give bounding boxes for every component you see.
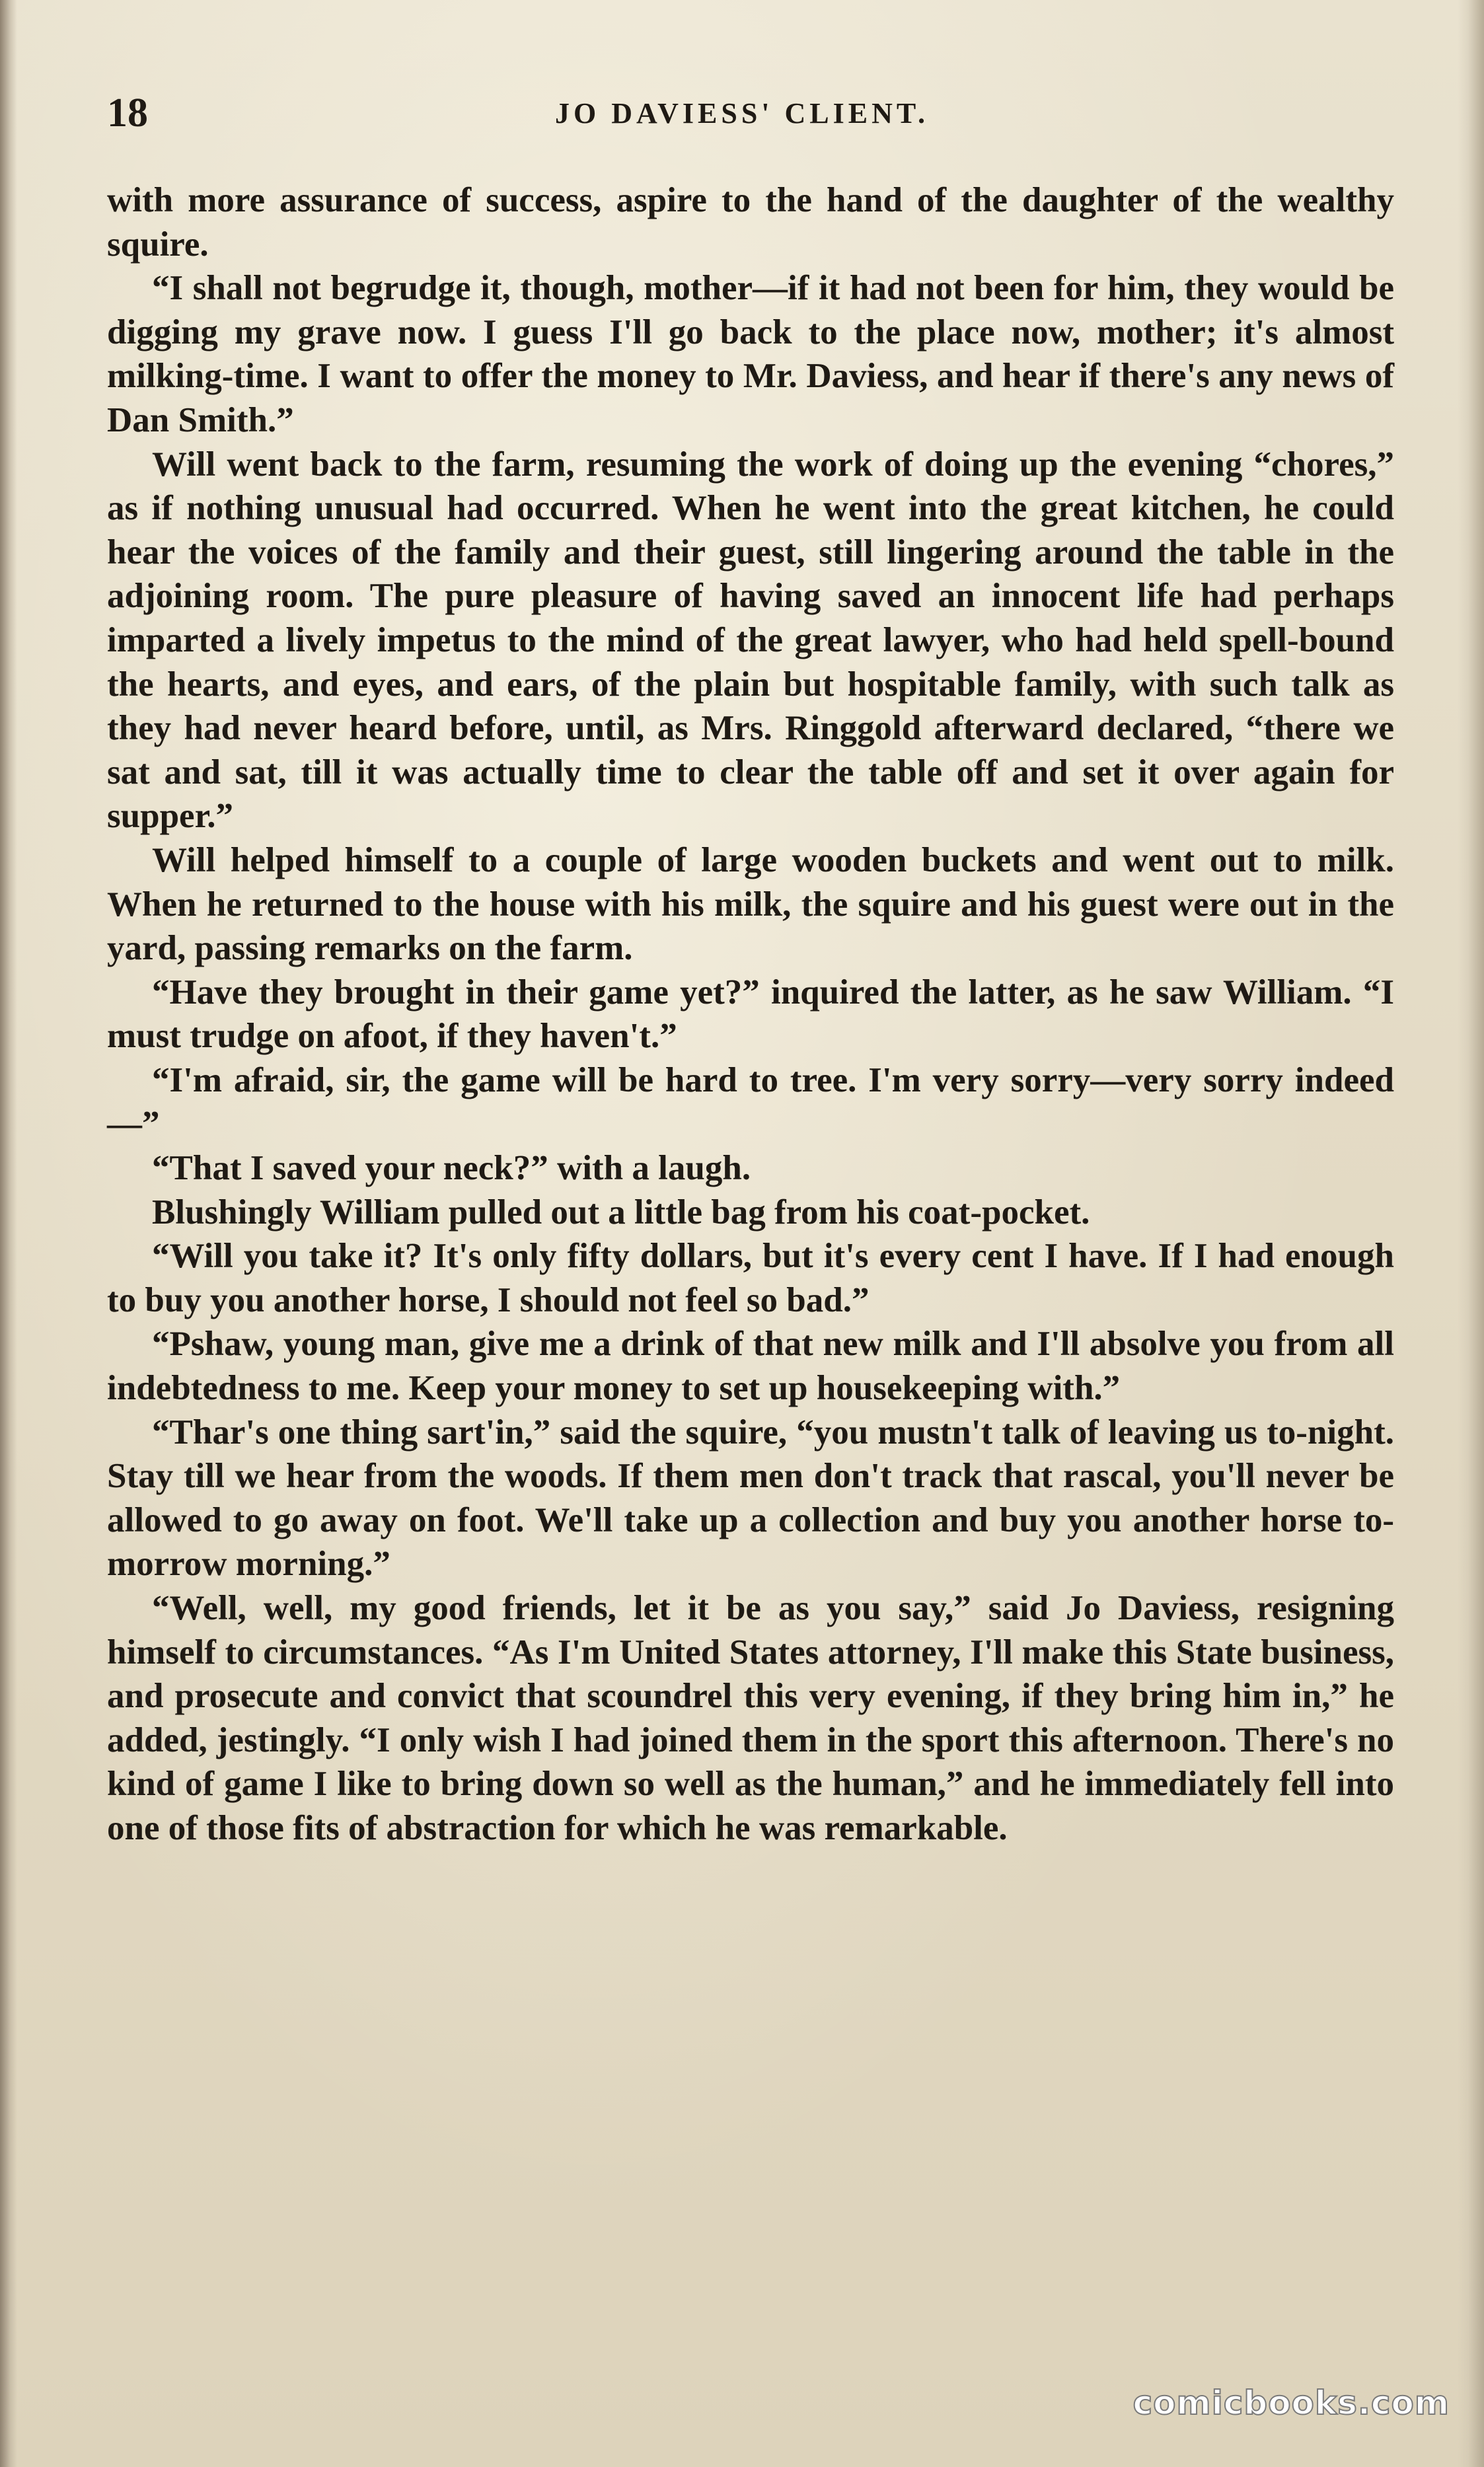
paragraph: “Have they brought in their game yet?” inquired the latter, as he saw William. “I must trudge on afoot, if they haven't.” [107,973,1394,1056]
paragraph: “I shall not begrudge it, though, mother—if it had not been for him, they would be digging my grave now. I guess I'll go back to the place now, mother; it's almost milking-time. I want to offer the money to Mr. Daviess, and hear if there's any news of Dan Smith.” [107,269,1394,439]
paragraph: “Well, well, my good friends, let it be as you say,” said Jo Daviess, resigning himself to circumstances. “As I'm United States attorney, I'll make this State business, and prosecute and convict that scoundrel this very evening, if they bring him in,” he added, jestingly. “I only wish I had joined them in the sport this afternoon. There's no kind of game I like to bring down so well as the human,” and he immediately fell into one of those fits of abstraction for which he was remarkable. [107,1589,1394,1847]
paragraph: Will went back to the farm, resuming the work of doing up the evening “chores,” as if nothing unusual had occurred. When he went into the great kitchen, he could hear the voices of the family and their guest, still lingering around the table in the adjoining room. The pure pleasure of having saved an innocent life had perhaps imparted a lively impetus to the mind of the great lawyer, who had held spell-bound the hearts, and eyes, and ears, of the plain but hospitable family, with such talk as they had never heard before, until, as Mrs. Ringgold afterward declared, “there we sat and sat, till it was actually time to clear the table off and set it over again for supper.” [107,445,1394,836]
paragraph: Blushingly William pulled out a little bag from his coat-pocket. [152,1193,1090,1232]
page-left-edge-shadow [0,0,17,2467]
paragraph: “That I saved your neck?” with a laugh. [152,1149,751,1188]
paragraph: “Pshaw, young man, give me a drink of that new milk and I'll absolve you from all indebtedness to me. Keep your money to set up housekeeping with.” [107,1325,1394,1408]
paragraph: with more assurance of success, aspire to the hand of the daughter of the wealthy squire. [107,181,1394,264]
site-watermark: comicbooks.com [1132,2384,1450,2422]
paragraph: “I'm afraid, sir, the game will be hard to tree. I'm very sorry—very sorry indeed—” [107,1060,1394,1144]
paragraph: “Thar's one thing sart'in,” said the squire, “you mustn't talk of leaving us to-night. Stay till we hear from the woods. If them men don't track that rascal, you'll never be allowed to go away on foot. We'll take up a collection and buy you another horse to-morrow morning.” [107,1413,1394,1584]
body-text [107,178,1394,1851]
paragraph: “Will you take it? It's only fifty dollars, but it's every cent I have. If I had enough to buy you another horse, I should not feel so bad.” [107,1237,1394,1319]
page-number: 18 [107,91,148,135]
running-title: JO DAVIESS' CLIENT. [555,97,929,129]
page-right-edge-shadow [1458,0,1484,2467]
paragraph: Will helped himself to a couple of large wooden buckets and went out to milk. When he returned to the house with his milk, the squire and his guest were out in the yard, passing remarks on the farm. [107,840,1394,968]
